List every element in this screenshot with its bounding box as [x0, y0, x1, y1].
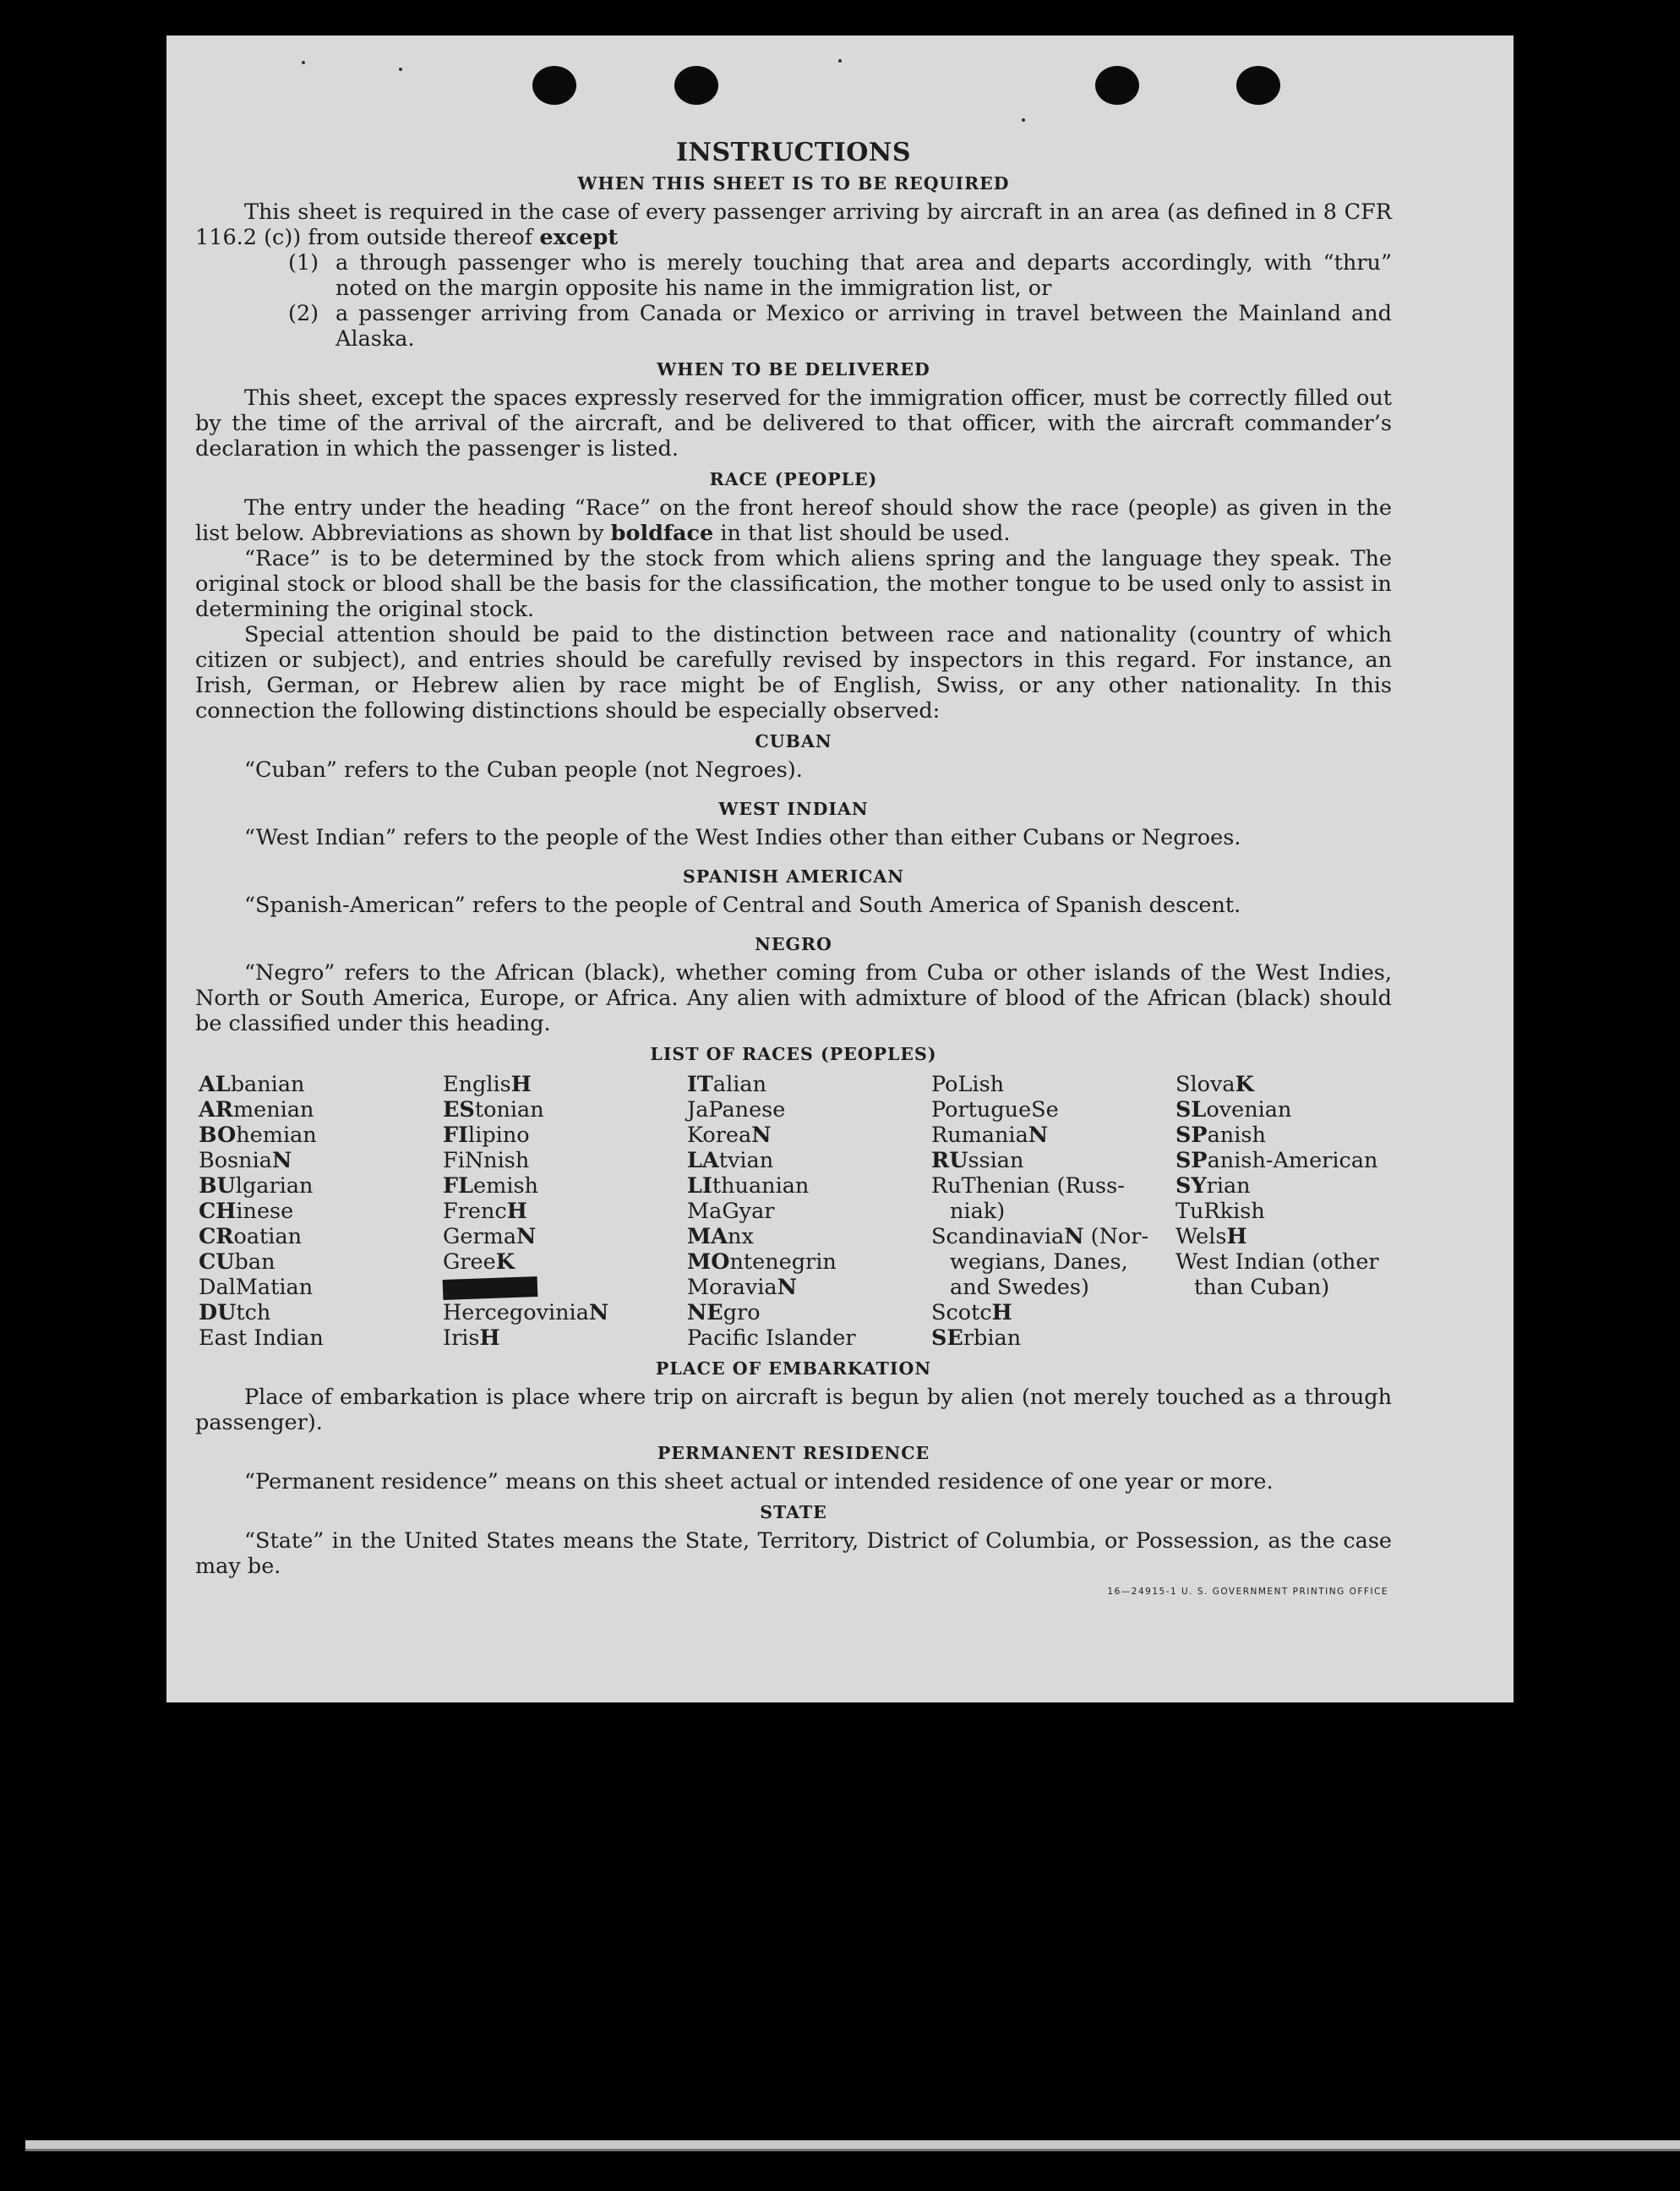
- paragraph: “State” in the United States means the State, Territory, District of Columbia, or Possession, as the case may be.: [195, 1528, 1392, 1579]
- race-entry: MaGyar: [687, 1199, 775, 1224]
- race-entry: than Cuban): [1194, 1275, 1330, 1300]
- paragraph: This sheet, except the spaces expressly reserved for the immigration officer, must be correctly filled out by the time of the arrival of the aircraft, and be delivered to that officer, with the aircraft commander’s declaration in which the passenger is listed.: [195, 385, 1392, 462]
- race-entry: DalMatian: [199, 1275, 314, 1300]
- punch-hole: [674, 66, 718, 105]
- race-entry: SLovenian: [1175, 1097, 1292, 1123]
- races-column: [931, 1072, 1175, 1351]
- race-entry: GermaN: [443, 1224, 537, 1249]
- race-entry: DUtch: [199, 1300, 271, 1325]
- punch-hole: [1236, 66, 1280, 105]
- race-entry: SlovaK: [1175, 1072, 1254, 1097]
- race-entry: niak): [950, 1199, 1006, 1224]
- section-heading: WHEN THIS SHEET IS TO BE REQUIRED: [577, 173, 1010, 194]
- race-entry: LIthuanian: [687, 1173, 810, 1199]
- section-heading: RACE (PEOPLE): [709, 469, 878, 489]
- speck: [1022, 118, 1025, 122]
- scanner-edge: [25, 2140, 1680, 2149]
- page-title: INSTRUCTIONS: [676, 138, 911, 167]
- race-entry: wegians, Danes,: [950, 1249, 1128, 1275]
- race-entry: GreeK: [443, 1249, 515, 1275]
- race-entry: IrisH: [443, 1325, 500, 1351]
- race-entry: East Indian: [199, 1325, 324, 1351]
- section-heading: WHEN TO BE DELIVERED: [657, 359, 930, 380]
- section-heading: STATE: [760, 1502, 827, 1522]
- section-heading: CUBAN: [755, 731, 832, 751]
- race-entry: TuRkish: [1175, 1199, 1265, 1224]
- paragraph: “Cuban” refers to the Cuban people (not Negroes).: [244, 757, 803, 783]
- races-list: [199, 1072, 1392, 1351]
- race-entry: MOntenegrin: [687, 1249, 837, 1275]
- race-entry: and Swedes): [950, 1275, 1089, 1300]
- paragraph: Place of embarkation is place where trip on aircraft is begun by alien (not merely touched as a through passenger).: [195, 1385, 1392, 1435]
- scanner-edge-line: [25, 2149, 1680, 2151]
- races-column: [687, 1072, 931, 1351]
- race-entry: SPanish: [1175, 1123, 1266, 1148]
- race-entry: NEgro: [687, 1300, 761, 1325]
- paragraph: “Race” is to be determined by the stock from which aliens spring and the language they speak. The original stock or blood shall be the basis for the classification, the mother tongue to be used only to assist in determining the original stock.: [195, 546, 1392, 622]
- race-entry: JaPanese: [687, 1097, 786, 1123]
- paragraph: “Negro” refers to the African (black), whether coming from Cuba or other islands of the West Indies, North or South America, Europe, or Africa. Any alien with admixture of blood of the African (black) should be classified under this heading.: [195, 960, 1392, 1036]
- printer-imprint: 16—24915-1 U. S. GOVERNMENT PRINTING OFFICE: [1107, 1587, 1388, 1597]
- speck: [302, 61, 305, 64]
- race-entry: FiNnish: [443, 1148, 530, 1173]
- races-column: [1175, 1072, 1404, 1351]
- race-entry: BOhemian: [199, 1123, 317, 1148]
- race-entry: CUban: [199, 1249, 275, 1275]
- race-entry: FrencH: [443, 1199, 527, 1224]
- paragraph: “Spanish-American” refers to the people of Central and South America of Spanish descent.: [244, 893, 1241, 918]
- race-entry: RUssian: [931, 1148, 1024, 1173]
- redacted-entry: [443, 1276, 538, 1300]
- race-entry: SYrian: [1175, 1173, 1251, 1199]
- race-entry: FLemish: [443, 1173, 538, 1199]
- race-entry: SPanish-American: [1175, 1148, 1378, 1173]
- race-entry: ALbanian: [199, 1072, 305, 1097]
- section-heading: PERMANENT RESIDENCE: [657, 1443, 930, 1463]
- race-entry: PoLish: [931, 1072, 1005, 1097]
- race-entry: SErbian: [931, 1325, 1022, 1351]
- speck: [399, 68, 402, 71]
- race-entry: ITalian: [687, 1072, 767, 1097]
- race-entry: EStonian: [443, 1097, 544, 1123]
- race-entry: KoreaN: [687, 1123, 772, 1148]
- race-entry: MAnx: [687, 1224, 754, 1249]
- section-heading: PLACE OF EMBARKATION: [655, 1358, 932, 1379]
- list-item: (1) a through passenger who is merely touching that area and departs accordingly, with “thru” noted on the margin opposite his name in the immigration list, or: [288, 250, 1392, 301]
- races-column: [443, 1072, 687, 1351]
- race-entry: CHinese: [199, 1199, 294, 1224]
- punch-hole: [532, 66, 576, 105]
- race-entry: Pacific Islander: [687, 1325, 856, 1351]
- document-page: [166, 36, 1514, 1702]
- race-entry: LAtvian: [687, 1148, 774, 1173]
- race-entry: FIlipino: [443, 1123, 530, 1148]
- section-heading: LIST OF RACES (PEOPLES): [650, 1044, 937, 1064]
- speck: [838, 59, 842, 63]
- section-heading: NEGRO: [755, 934, 832, 954]
- race-entry: [443, 1275, 687, 1300]
- race-entry: BosniaN: [199, 1148, 292, 1173]
- list-item: (2) a passenger arriving from Canada or Mexico or arriving in travel between the Mainland and Alaska.: [288, 301, 1392, 352]
- race-entry: HercegoviniaN: [443, 1300, 609, 1325]
- race-entry: RuThenian (Russ-: [931, 1173, 1125, 1199]
- punch-hole: [1095, 66, 1139, 105]
- race-entry: PortugueSe: [931, 1097, 1059, 1123]
- race-entry: ARmenian: [199, 1097, 314, 1123]
- race-entry: West Indian (other: [1175, 1249, 1379, 1275]
- paragraph: This sheet is required in the case of every passenger arriving by aircraft in an area (as defined in 8 CFR 116.2 (c)) from outside thereof except: [195, 199, 1392, 250]
- race-entry: RumaniaN: [931, 1123, 1049, 1148]
- section-heading: SPANISH AMERICAN: [682, 866, 905, 887]
- race-entry: MoraviaN: [687, 1275, 797, 1300]
- race-entry: EnglisH: [443, 1072, 532, 1097]
- race-entry: ScandinaviaN (Nor-: [931, 1224, 1149, 1249]
- paragraph: “West Indian” refers to the people of the West Indies other than either Cubans or Negroes.: [244, 825, 1241, 850]
- instructions-text: [195, 138, 1392, 1597]
- race-entry: CRoatian: [199, 1224, 303, 1249]
- races-column: [199, 1072, 443, 1351]
- race-entry: BUlgarian: [199, 1173, 314, 1199]
- race-entry: ScotcH: [931, 1300, 1012, 1325]
- paragraph: “Permanent residence” means on this sheet actual or intended residence of one year or more.: [244, 1469, 1274, 1494]
- race-entry: WelsH: [1175, 1224, 1247, 1249]
- paragraph: Special attention should be paid to the distinction between race and nationality (country of which citizen or subject), and entries should be carefully revised by inspectors in this regard. For instance, an Irish, German, or Hebrew alien by race might be of English, Swiss, or any other nationality. In this connection the following distinctions should be especially observed:: [195, 622, 1392, 724]
- section-heading: WEST INDIAN: [718, 799, 869, 819]
- paragraph: The entry under the heading “Race” on the front hereof should show the race (people) as given in the list below. Abbreviations as shown by boldface in that list should be used.: [195, 495, 1392, 546]
